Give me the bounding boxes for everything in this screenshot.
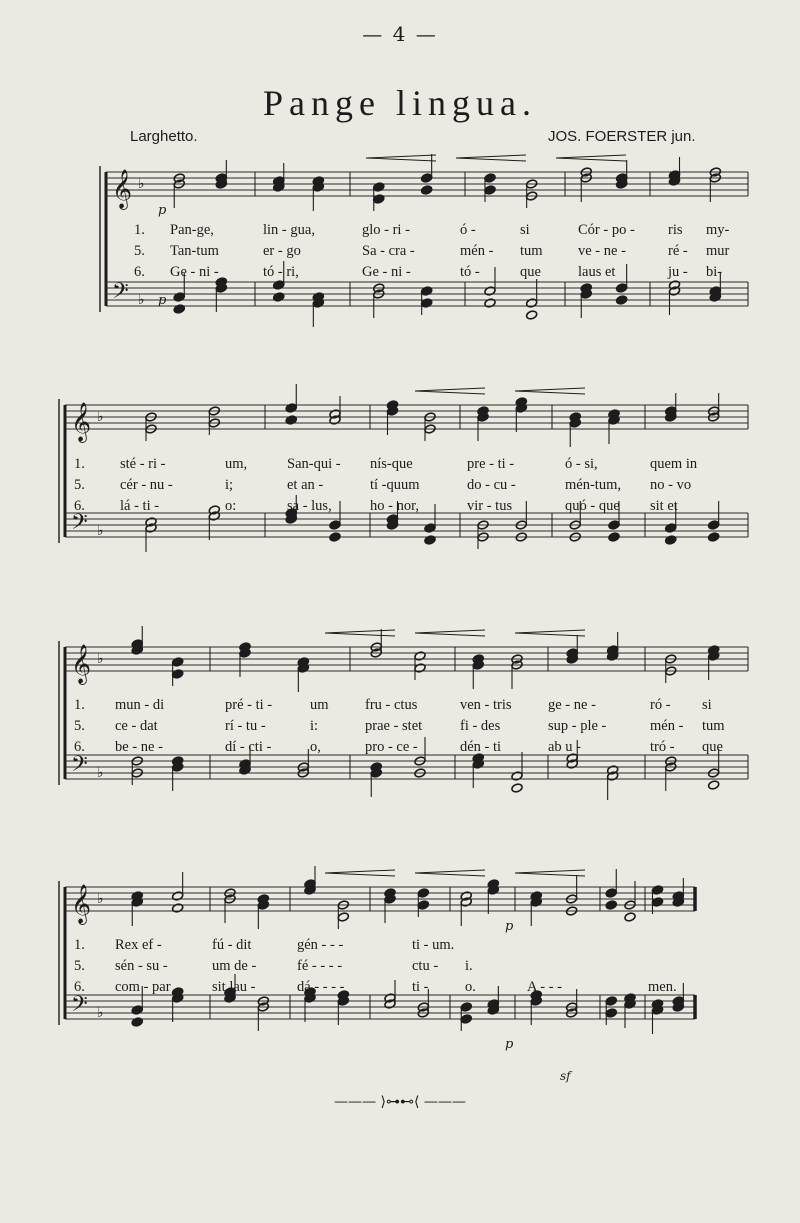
note-head [329,532,341,542]
flat-icon: ♭ [97,1005,104,1021]
lyric-syllable: fú - dit [212,937,252,953]
lyric-line [0,477,800,497]
lyric-syllable: dí - cti - [225,739,272,755]
note-head [172,891,184,901]
lyric-syllable: mur [706,243,730,259]
note-head [417,888,429,898]
lyric-syllable: mén - [460,243,494,259]
lyric-syllable: glo - ri - [362,222,410,238]
note-head [616,283,628,293]
note-head [131,1005,143,1015]
note-head [337,912,349,922]
lyric-syllable: fé - - - - [297,958,343,974]
verse-number: 6. [74,498,85,514]
lyric-syllable: Cór - po - [578,222,635,238]
lyric-syllable: ré - [668,243,688,259]
treble-clef-icon: 𝄞 [112,169,133,209]
flat-icon: ♭ [97,523,104,539]
lyric-syllable: my- [706,222,730,238]
lyric-syllable: tró - [650,739,675,755]
verse-number: 6. [74,739,85,755]
flat-icon: ♭ [97,409,104,425]
note-head [172,903,184,913]
note-head [608,532,620,542]
lyric-syllable: sa - lus, [287,498,332,514]
lyric-syllable: rí - tu - [225,718,266,734]
lyric-syllable: tí -quum [370,477,420,493]
lyric-syllable: ó - [460,222,476,238]
lyric-syllable: mun - di [115,697,165,713]
bass-clef-icon: 𝄢 [71,510,88,540]
hairpin [515,388,585,394]
lyric-line [0,979,800,999]
note-head [172,657,184,667]
note-head [511,771,523,781]
hairpin [325,630,395,636]
verse-number: 1. [74,456,85,472]
lyric-syllable: ó - si, [565,456,598,472]
note-head [608,520,620,530]
lyric-syllable: ró - [650,697,671,713]
lyric-syllable: tum [520,243,543,259]
verse-number: 5. [134,243,145,259]
lyric-syllable: pro - ce - [365,739,418,755]
hairpin [556,155,626,161]
lyric-syllable: nís-que [370,456,413,472]
lyric-syllable: ctu - [412,958,439,974]
verse-number: 5. [74,958,85,974]
note-head [424,523,436,533]
lyric-syllable: quó - que [565,498,620,514]
lyric-syllable: er - go [263,243,301,259]
note-head [373,182,385,192]
hairpin [456,155,526,161]
lyric-syllable: tó - ri, [263,264,299,280]
lyric-syllable: Ge - ni - [362,264,411,280]
note-head [273,292,285,302]
lyric-syllable: quem in [650,456,698,472]
note-head [460,1014,472,1024]
lyric-line [0,498,800,518]
composer: JOS. FOERSTER jun. [548,128,696,145]
lyric-syllable: si [702,697,712,713]
lyric-syllable: i; [225,477,234,493]
lyric-syllable: si [520,222,530,238]
note-head [173,304,185,314]
note-head [708,520,720,530]
lyric-syllable: no - vo [650,477,692,493]
lyric-syllable: mén - [650,718,684,734]
lyric-syllable: fru - ctus [365,697,418,713]
flat-icon: ♭ [97,765,104,781]
note-head [414,651,426,661]
lyric-line [0,456,800,476]
page-number: — 4 — [362,22,438,46]
lyric-syllable: vir - tus [467,498,513,514]
lyric-syllable: men. [648,979,677,995]
lyric-syllable: o: [225,498,237,514]
lyric-syllable: tó - [460,264,480,280]
note-head [665,535,677,545]
verse-number: 1. [74,937,85,953]
lyric-syllable: ve - ne - [578,243,626,259]
lyric-syllable: um [310,697,329,713]
note-head [511,783,523,793]
note-head [526,310,538,320]
note-head [285,403,297,413]
note-head [329,520,341,530]
lyric-syllable: San-qui - [287,456,341,472]
lyric-line [0,937,800,957]
lyric-syllable: A - - - [527,979,563,995]
note-head [421,298,433,308]
lyric-syllable: fi - des [460,718,501,734]
bass-clef-icon: 𝄢 [112,279,129,309]
lyric-syllable: gén - - - [297,937,344,953]
verse-number: 5. [74,477,85,493]
lyric-syllable: dén - ti [460,739,502,755]
lyric-syllable: Rex ef - [115,937,162,953]
note-head [665,523,677,533]
note-head [605,888,617,898]
note-head [285,415,297,425]
flat-icon: ♭ [97,891,104,907]
hairpin [515,870,585,876]
dynamic-piano: p [158,203,167,218]
lyric-syllable: sit lau - [212,979,256,995]
note-head [616,295,628,305]
lyric-syllable: lin - gua, [263,222,315,238]
note-head [172,669,184,679]
lyric-syllable: pre - ti - [467,456,515,472]
end-ornament: ——— ⟩⊶⊷⟨ ——— [334,1094,466,1110]
verse-number: 6. [134,264,145,280]
lyric-syllable: ab u - [548,739,582,755]
note-head [526,298,538,308]
note-head [173,292,185,302]
note-head [651,897,663,907]
lyric-syllable: Tan-tum [170,243,219,259]
treble-clef-icon: 𝄞 [71,884,92,924]
lyric-syllable: um, [225,456,248,472]
dynamic-piano: p [505,1037,514,1052]
lyric-syllable: sté - ri - [120,456,166,472]
page-title: Pange lingua. [263,83,537,123]
lyric-syllable: bi- [706,264,723,280]
lyric-syllable: com - par [115,979,171,995]
lyric-syllable: pré - ti - [225,697,273,713]
lyric-syllable: do - cu - [467,477,516,493]
lyric-syllable: ti - [412,979,429,995]
note-head [484,286,496,296]
dynamic-piano: p [158,293,167,308]
lyric-syllable: ris [668,222,683,238]
note-head [624,912,636,922]
lyric-syllable: ce - dat [115,718,158,734]
lyric-syllable: ven - tris [460,697,512,713]
lyric-syllable: laus et [578,264,616,280]
lyric-line [0,739,800,759]
note-head [131,1017,143,1027]
note-head [460,1002,472,1012]
lyric-syllable: Pan-ge, [170,222,214,238]
lyric-syllable: lá - ti - [120,498,160,514]
flat-icon: ♭ [97,651,104,667]
note-head [605,900,617,910]
bass-clef-icon: 𝄢 [71,992,88,1022]
verse-number: 5. [74,718,85,734]
note-head [651,885,663,895]
verse-number: 1. [74,697,85,713]
note-head [484,185,496,195]
hairpin [366,155,436,161]
lyric-syllable: um de - [212,958,257,974]
lyric-line [0,697,800,717]
lyric-syllable: que [702,739,723,755]
flat-icon: ♭ [138,176,145,192]
lyric-syllable: sup - ple - [548,718,607,734]
tempo-marking: Larghetto. [130,128,198,145]
note-head [414,663,426,673]
flat-icon: ♭ [138,292,145,308]
note-head [708,780,720,790]
lyric-syllable: o. [465,979,476,995]
lyric-syllable: que [520,264,541,280]
lyric-syllable: i. [465,958,473,974]
hairpin [325,870,395,876]
lyric-syllable: Sa - cra - [362,243,415,259]
hairpin [415,388,485,394]
treble-clef-icon: 𝄞 [71,644,92,684]
note-head [417,900,429,910]
note-head [421,185,433,195]
hairpin [515,630,585,636]
lyric-syllable: Ge - ni - [170,264,219,280]
note-head [424,535,436,545]
lyric-syllable: cér - nu - [120,477,173,493]
lyric-syllable: sit et [650,498,678,514]
hairpin [415,630,485,636]
note-head [605,1008,617,1018]
lyric-syllable: prae - stet [365,718,423,734]
verse-number: 1. [134,222,145,238]
note-head [421,286,433,296]
lyric-line [0,958,800,978]
note-head [421,173,433,183]
lyric-line [0,718,800,738]
lyric-syllable: tum [702,718,725,734]
bass-clef-icon: 𝄢 [71,752,88,782]
lyric-syllable: be - ne - [115,739,163,755]
lyric-line [0,222,800,242]
dynamic-sforzando: sf [560,1069,571,1083]
lyric-syllable: et an - [287,477,324,493]
lyric-line [0,243,800,263]
dynamic-piano: p [505,919,514,934]
note-head [484,173,496,183]
treble-clef-icon: 𝄞 [71,402,92,442]
lyric-syllable: i: [310,718,319,734]
lyric-line [0,264,800,284]
hairpin [415,870,485,876]
lyric-syllable: sén - su - [115,958,168,974]
lyric-syllable: dá - - - - [297,979,345,995]
lyric-syllable: ge - ne - [548,697,596,713]
lyric-syllable: ju - [668,264,688,280]
note-head [708,532,720,542]
lyric-syllable: o, [310,739,321,755]
lyric-syllable: ti - um. [412,937,455,953]
lyric-syllable: mén-tum, [565,477,621,493]
note-head [484,298,496,308]
note-head [373,194,385,204]
lyric-syllable: ho - nor, [370,498,419,514]
verse-number: 6. [74,979,85,995]
